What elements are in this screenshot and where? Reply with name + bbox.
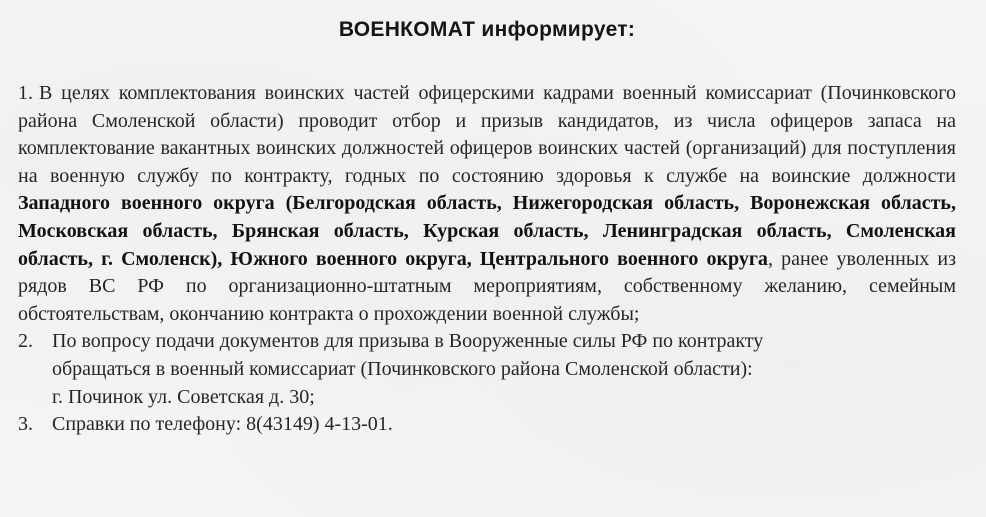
item-2-line-1: По вопросу подачи документов для призыва в Вооруженные силы РФ по контракту	[52, 330, 764, 353]
item-3-number: 3.	[18, 413, 33, 436]
numbered-list	[18, 328, 956, 438]
list-item-3	[18, 411, 956, 439]
list-item-2	[18, 328, 956, 411]
item-1-bold-text: Западного военного округа (Белгородская область, Нижегородская область, Воронежская область, Московская область, Брянская область, Курская область, Ленинградская область, Смоленская область, г. Смоленск), Южного военного округа, Центрального военного округа	[18, 192, 956, 270]
item-2-line-2: обращаться в военный комиссариат (Починковского района Смоленской области):	[52, 357, 753, 380]
item-2-number: 2.	[18, 330, 33, 353]
item-1-number: 1.	[18, 82, 33, 104]
item-1-intro-text: В целях комплектования воинских частей офицерскими кадрами военный комиссариат (Починковского района Смоленской области) проводит отбор и призыв кандидатов, из числа офицеров запаса на комплектование вакантных воинских должностей офицеров воинских частей (организаций) для поступления на военную службу по контракту, годных по состоянию здоровья к службе на воинские должности	[18, 82, 956, 187]
item-3-text: Справки по телефону: 8(43149) 4-13-01.	[52, 413, 393, 436]
item-2-line-3: г. Починок ул. Советская д. 30;	[52, 385, 315, 408]
document-title: ВОЕНКОМАТ информирует:	[338, 18, 636, 41]
paragraph-item-1	[18, 80, 956, 328]
item-1-outro-text: , ранее уволенных из рядов ВС РФ по организационно-штатным мероприятиям, собственному желанию, семейным обстоятельствам, окончанию контракта о прохождении военной службы;	[18, 247, 956, 325]
